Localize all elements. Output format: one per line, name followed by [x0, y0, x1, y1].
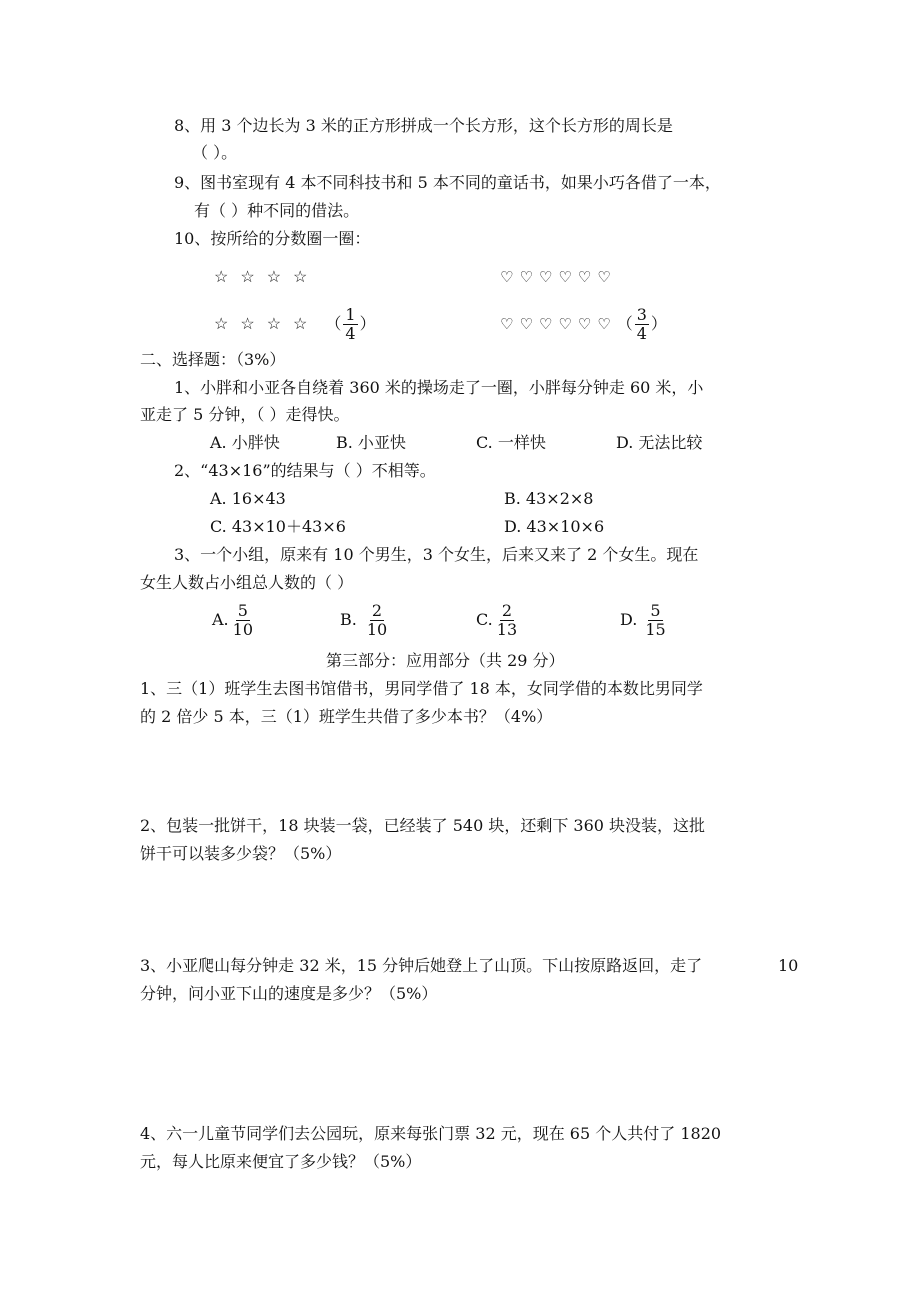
choice-q1-line1: 1、小胖和小亚各自绕着 360 米的操场走了一圈，小胖每分钟走 60 米，小 [174, 378, 704, 397]
application-p2-line2: 饼干可以装多少袋？（5%） [140, 844, 342, 863]
option-label: B. [340, 610, 357, 629]
fraction-left-close: ） [359, 314, 376, 333]
choice-q3-line2: 女生人数占小组总人数的（ ） [140, 573, 354, 592]
fraction-numerator: 1 [345, 304, 356, 324]
application-p1-line2: 的 2 倍少 5 本，三（1）班学生共借了多少本书？（4%） [140, 707, 553, 726]
fraction-denominator: 13 [496, 619, 518, 639]
choice-q1-line2: 亚走了 5 分钟，（ ）走得快。 [140, 405, 350, 424]
stars-row-2-group [214, 304, 376, 344]
question-10-title: 10、按所给的分数圈一圈： [174, 229, 371, 248]
choice-heading: 二、选择题：（3%） [140, 350, 286, 369]
choice-q3-option-a [212, 600, 257, 640]
choice-q3-option-c [476, 600, 521, 640]
application-p3-line1-end: 10 [778, 956, 799, 975]
application-p2-line1: 2、包装一批饼干，18 块装一袋，已经装了 540 块，还剩下 360 块没装，这批 [140, 816, 706, 835]
choice-q1-option-b: B. 小亚快 [336, 433, 406, 452]
stars-row-2: ☆☆☆☆ [214, 314, 320, 333]
fraction-denominator: 15 [645, 619, 666, 639]
choice-q2-line: 2、“43×16”的结果与（ ）不相等。 [174, 461, 436, 480]
option-fraction [231, 602, 255, 639]
application-p4-line1: 4、六一儿童节同学们去公园玩，原来每张门票 32 元，现在 65 个人共付了 1820 [140, 1124, 722, 1143]
fraction-right-close: ） [650, 314, 667, 333]
fraction-denominator: 4 [636, 323, 647, 343]
option-fraction [365, 602, 389, 639]
fraction-one-quarter [343, 306, 357, 343]
question-9-line2: 有（ ）种不同的借法。 [194, 201, 360, 220]
choice-q2-option-c: C. 43×10＋43×6 [210, 517, 346, 536]
hearts-row-1: ♡♡♡♡♡♡ [500, 268, 617, 286]
question-8-line1: 8、用 3 个边长为 3 米的正方形拼成一个长方形，这个长方形的周长是 [174, 116, 673, 135]
option-fraction [643, 602, 667, 639]
fraction-numerator: 5 [237, 600, 248, 620]
application-heading: 第三部分：应用部分（共 29 分） [326, 651, 565, 670]
fraction-numerator: 3 [636, 304, 647, 324]
application-p1-line1: 1、三（1）班学生去图书馆借书，男同学借了 18 本，女同学借的本数比男同学 [140, 679, 703, 698]
choice-q3-option-d [620, 600, 670, 640]
option-label: D. [620, 610, 638, 629]
hearts-row-2: ♡♡♡♡♡♡ [500, 315, 617, 333]
fraction-numerator: 2 [371, 600, 383, 620]
fraction-denominator: 4 [345, 323, 356, 343]
fraction-three-quarters [635, 306, 649, 343]
fraction-denominator: 10 [232, 619, 253, 639]
fraction-denominator: 10 [366, 619, 388, 639]
choice-q1-option-a: A. 小胖快 [210, 433, 280, 452]
choice-q3-option-b [340, 600, 391, 640]
choice-q2-option-b: B. 43×2×8 [504, 489, 594, 508]
choice-q1-option-c: C. 一样快 [476, 433, 546, 452]
stars-row-1: ☆☆☆☆ [214, 267, 320, 286]
fraction-numerator: 5 [650, 600, 661, 620]
fraction-left-open: （ [325, 314, 342, 333]
choice-q2-option-a: A. 16×43 [210, 489, 286, 508]
hearts-row-2-group [500, 304, 667, 344]
option-label: C. [476, 610, 493, 629]
fraction-numerator: 2 [501, 600, 513, 620]
option-fraction [495, 602, 519, 639]
option-label: A. [212, 610, 229, 629]
question-9-line1: 9、图书室现有 4 本不同科技书和 5 本不同的童话书，如果小巧各借了一本， [174, 173, 721, 192]
choice-q3-line1: 3、一个小组，原来有 10 个男生，3 个女生，后来又来了 2 个女生。现在 [174, 545, 699, 564]
application-p3-line1: 3、小亚爬山每分钟走 32 米，15 分钟后她登上了山顶。下山按原路返回，走了 [140, 956, 703, 975]
fraction-right-open: （ [616, 314, 633, 333]
application-p4-line2: 元，每人比原来便宜了多少钱？（5%） [140, 1152, 422, 1171]
application-p3-line2: 分钟，问小亚下山的速度是多少？（5%） [140, 984, 438, 1003]
choice-q1-option-d: D. 无法比较 [616, 433, 703, 452]
question-8-line2: （ ）。 [192, 143, 238, 162]
choice-q2-option-d: D. 43×10×6 [504, 517, 605, 536]
